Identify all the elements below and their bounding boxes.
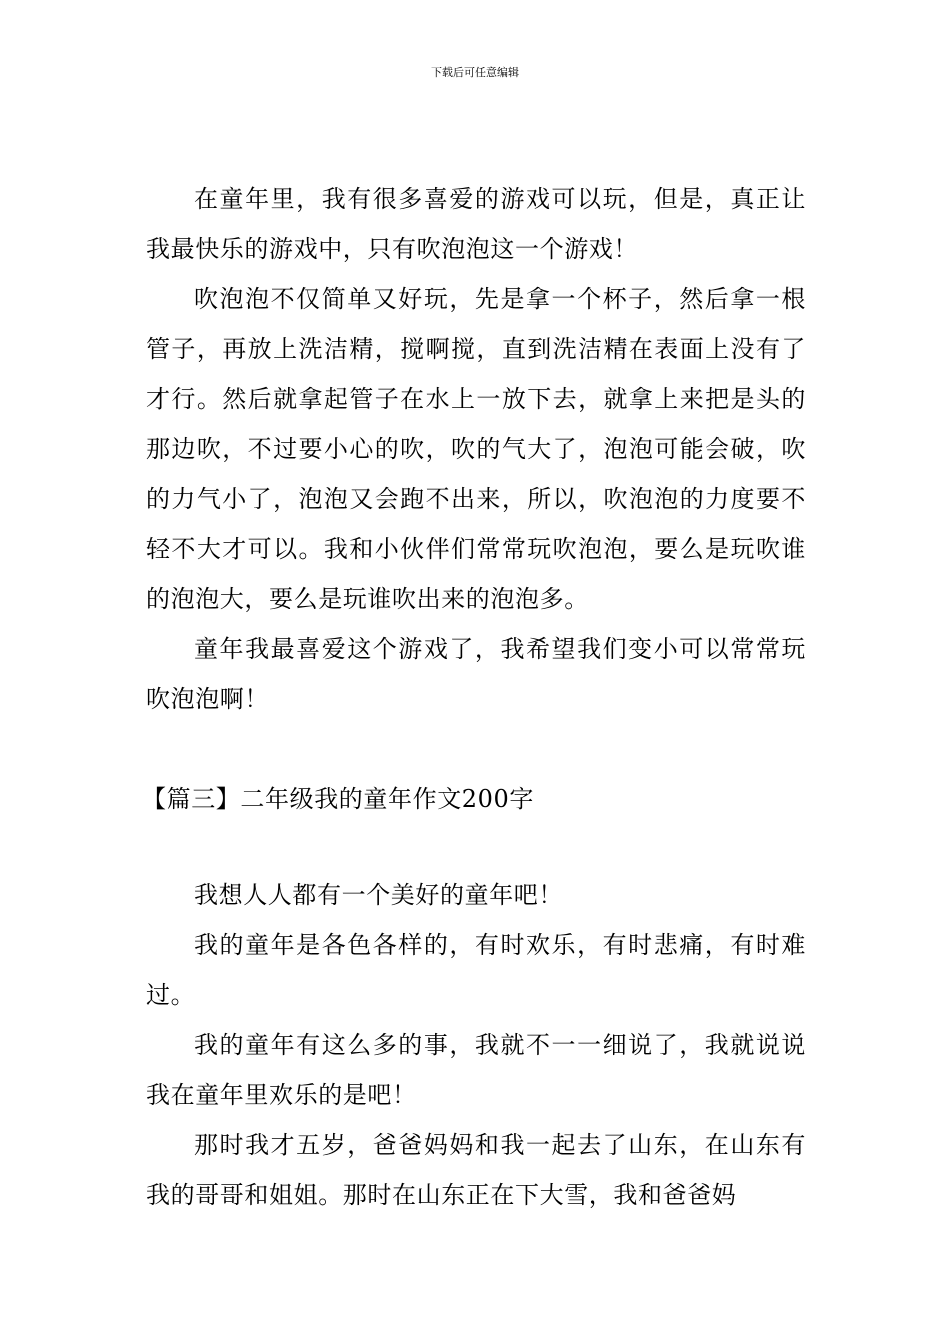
paragraph: 我的童年有这么多的事，我就不一一细说了，我就说说我在童年里欢乐的是吧！ <box>146 1031 806 1109</box>
section-heading: 【篇三】二年级我的童年作文200字 <box>142 785 535 813</box>
paragraph: 童年我最喜爱这个游戏了，我希望我们变小可以常常玩吹泡泡啊！ <box>146 635 806 713</box>
essay-section-three-heading-block <box>142 774 806 824</box>
paragraph: 我想人人都有一个美好的童年吧！ <box>194 881 563 909</box>
paragraph: 在童年里，我有很多喜爱的游戏可以玩，但是，真正让我最快乐的游戏中，只有吹泡泡这一个游戏！ <box>146 185 806 263</box>
paragraph: 那时我才五岁，爸爸妈妈和我一起去了山东，在山东有我的哥哥和姐姐。那时在山东正在下大雪，我和爸爸妈 <box>146 1131 806 1209</box>
page-header-note: 下载后可任意编辑 <box>431 66 519 79</box>
essay-section-three <box>146 870 806 1220</box>
paragraph: 我的童年是各色各样的，有时欢乐，有时悲痛，有时难过。 <box>146 931 806 1009</box>
paragraph: 吹泡泡不仅简单又好玩，先是拿一个杯子，然后拿一根管子，再放上洗洁精，搅啊搅，直到洗洁精在表面上没有了才行。然后就拿起管子在水上一放下去，就拿上来把是头的那边吹，不过要小心的吹，吹的气大了，泡泡可能会破，吹的力气小了，泡泡又会跑不出来，所以，吹泡泡的力度要不轻不大才可以。我和小伙伴们常常玩吹泡泡，要么是玩吹谁的泡泡大，要么是玩谁吹出来的泡泡多。 <box>146 285 806 613</box>
essay-section-two <box>146 174 806 724</box>
